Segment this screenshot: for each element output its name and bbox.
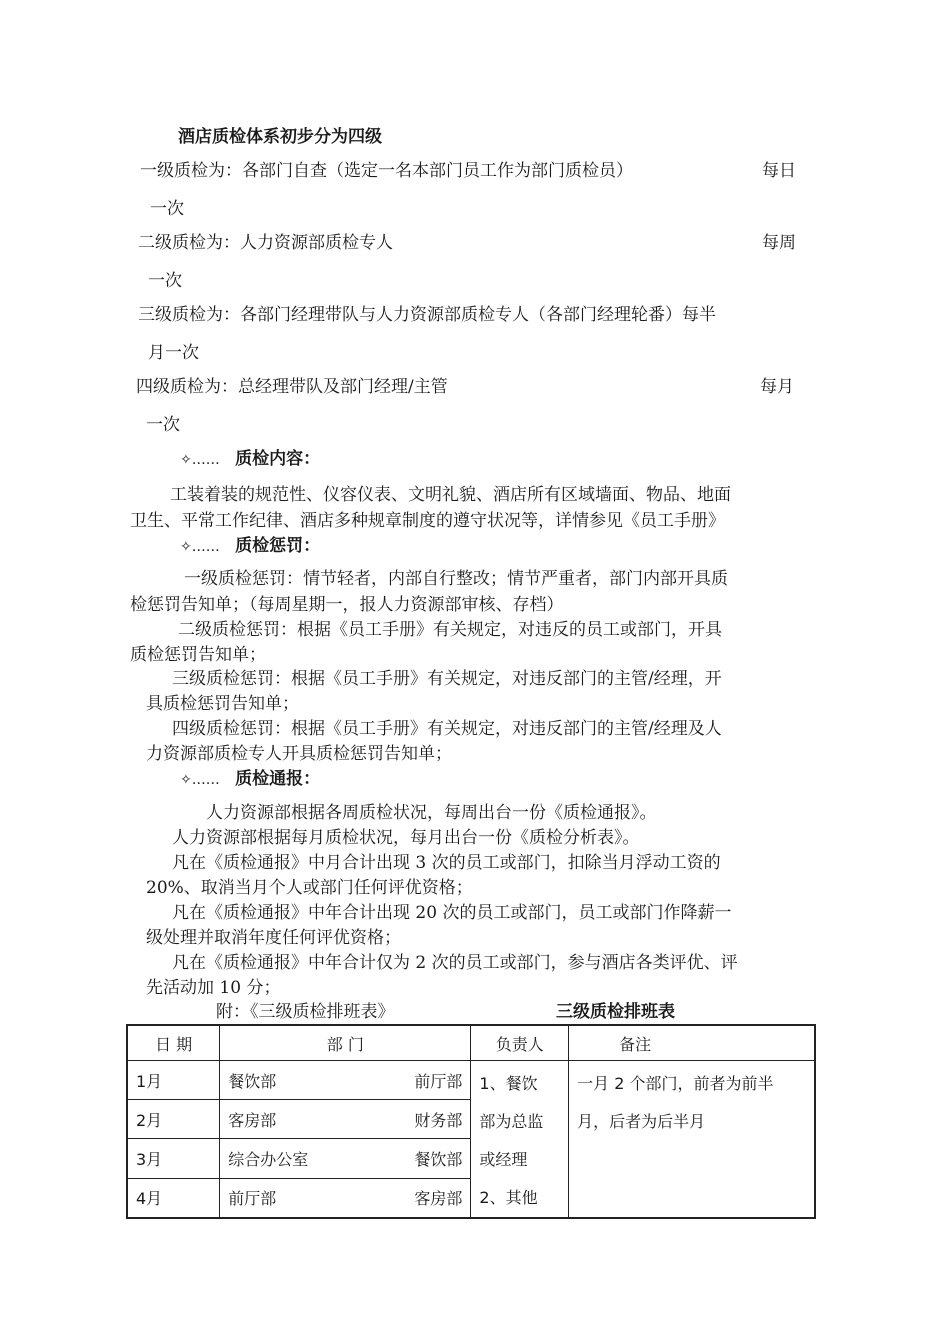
- report-line-6: 级处理并取消年度任何评优资格；: [146, 928, 401, 948]
- table-title: 三级质检排班表: [556, 1002, 675, 1022]
- content-line-1: 工装着装的规范性、仪容仪表、文明礼貌、酒店所有区域墙面、物品、地面: [170, 485, 731, 505]
- level-1-freq: 每日: [762, 161, 796, 181]
- header-note: 备注: [569, 1025, 815, 1061]
- penalty-line-5: 三级质检惩罚：根据《员工手册》有关规定，对违反部门的主管/经理，开: [172, 669, 722, 689]
- level-3-line: 三级质检为：各部门经理带队与人力资源部质检专人（各部门经理轮番）每半: [138, 305, 716, 325]
- penalty-line-6: 具质检惩罚告知单；: [146, 694, 299, 714]
- level-4-freq-cont: 一次: [146, 415, 180, 435]
- report-line-7: 凡在《质检通报》中年合计仅为 2 次的员工或部门，参与酒店各类评优、评: [172, 953, 738, 973]
- schedule-table: [126, 1024, 816, 1219]
- penalty-line-7: 四级质检惩罚：根据《员工手册》有关规定，对违反部门的主管/经理及人: [172, 719, 722, 739]
- note-cell: [569, 1061, 815, 1219]
- level-2-line: 二级质检为：人力资源部质检专人: [138, 233, 393, 253]
- penalty-line-8: 力资源部质检专人开具质检惩罚告知单；: [146, 744, 452, 764]
- header-date: 日 期: [127, 1025, 220, 1061]
- report-heading: [180, 768, 320, 791]
- penalty-line-1: 一级质检惩罚：情节轻者，内部自行整改；情节严重者，部门内部开具质: [184, 569, 728, 589]
- diamond-bullet-icon: ✧……: [180, 452, 220, 468]
- dept-b: 餐饮部: [414, 1150, 463, 1170]
- content-heading-text: 质检内容：: [235, 449, 321, 469]
- dept-b: 客房部: [414, 1189, 463, 1209]
- diamond-bullet-icon: ✧……: [180, 539, 220, 555]
- month-cell: 2月: [127, 1100, 220, 1139]
- dept-cell: [220, 1100, 471, 1139]
- note-line: 月，后者为后半月: [577, 1112, 706, 1131]
- appendix-label: 附：《三级质检排班表》: [216, 1002, 395, 1022]
- header-owner: 负责人: [471, 1025, 569, 1061]
- table-row: [127, 1061, 815, 1100]
- level-1-line: 一级质检为：各部门自查（选定一名本部门员工作为部门质检员）: [140, 161, 633, 181]
- report-heading-text: 质检通报：: [235, 769, 321, 789]
- level-2-freq-cont: 一次: [148, 271, 182, 291]
- penalty-heading-text: 质检惩罚：: [235, 536, 321, 556]
- level-3-freq-cont: 月一次: [148, 343, 199, 363]
- owner-line: 部为总监: [479, 1112, 544, 1131]
- level-1-freq-cont: 一次: [150, 199, 184, 219]
- dept-a: 综合办公室: [228, 1150, 309, 1170]
- dept-b: 财务部: [414, 1110, 463, 1130]
- dept-cell: [220, 1178, 471, 1218]
- document-title: 酒店质检体系初步分为四级: [178, 127, 382, 147]
- dept-a: 前厅部: [228, 1189, 277, 1209]
- level-2-freq: 每周: [762, 233, 796, 253]
- dept-a: 餐饮部: [228, 1071, 277, 1091]
- content-line-2: 卫生、平常工作纪律、酒店多种规章制度的遵守状况等，详情参见《员工手册》: [130, 511, 725, 531]
- report-line-4: 20%、取消当月个人或部门任何评优资格；: [146, 878, 473, 898]
- report-line-2: 人力资源部根据每月质检状况，每月出台一份《质检分析表》。: [172, 828, 640, 848]
- penalty-line-2: 检惩罚告知单；（每周星期一，报人力资源部审核、存档）: [130, 595, 564, 615]
- dept-a: 客房部: [228, 1110, 277, 1130]
- header-dept: 部 门: [220, 1025, 471, 1061]
- report-line-1: 人力资源部根据各周质检状况，每周出台一份《质检通报》。: [206, 803, 657, 823]
- month-cell: 1月: [127, 1061, 220, 1100]
- dept-b: 前厅部: [414, 1071, 463, 1091]
- owner-line: 或经理: [479, 1150, 528, 1169]
- content-heading: [180, 448, 320, 471]
- penalty-line-4: 质检惩罚告知单；: [130, 645, 266, 665]
- month-cell: 4月: [127, 1178, 220, 1218]
- report-line-8: 先活动加 10 分；: [146, 978, 281, 998]
- month-cell: 3月: [127, 1139, 220, 1178]
- note-line: 一月 2 个部门，前者为前半: [577, 1074, 774, 1093]
- dept-cell: [220, 1061, 471, 1100]
- level-4-line: 四级质检为：总经理带队及部门经理/主管: [136, 377, 448, 397]
- table-header-row: [127, 1025, 815, 1061]
- report-line-3: 凡在《质检通报》中月合计出现 3 次的员工或部门，扣除当月浮动工资的: [172, 853, 721, 873]
- dept-cell: [220, 1139, 471, 1178]
- penalty-heading: [180, 535, 320, 558]
- owner-line: 1、餐饮: [479, 1074, 538, 1093]
- report-line-5: 凡在《质检通报》中年合计出现 20 次的员工或部门，员工或部门作降薪一: [172, 903, 732, 923]
- diamond-bullet-icon: ✧……: [180, 772, 220, 788]
- owner-cell: [471, 1061, 569, 1219]
- level-4-freq: 每月: [760, 377, 794, 397]
- penalty-line-3: 二级质检惩罚：根据《员工手册》有关规定，对违反的员工或部门，开具: [178, 620, 722, 640]
- owner-line: 2、其他: [479, 1188, 538, 1207]
